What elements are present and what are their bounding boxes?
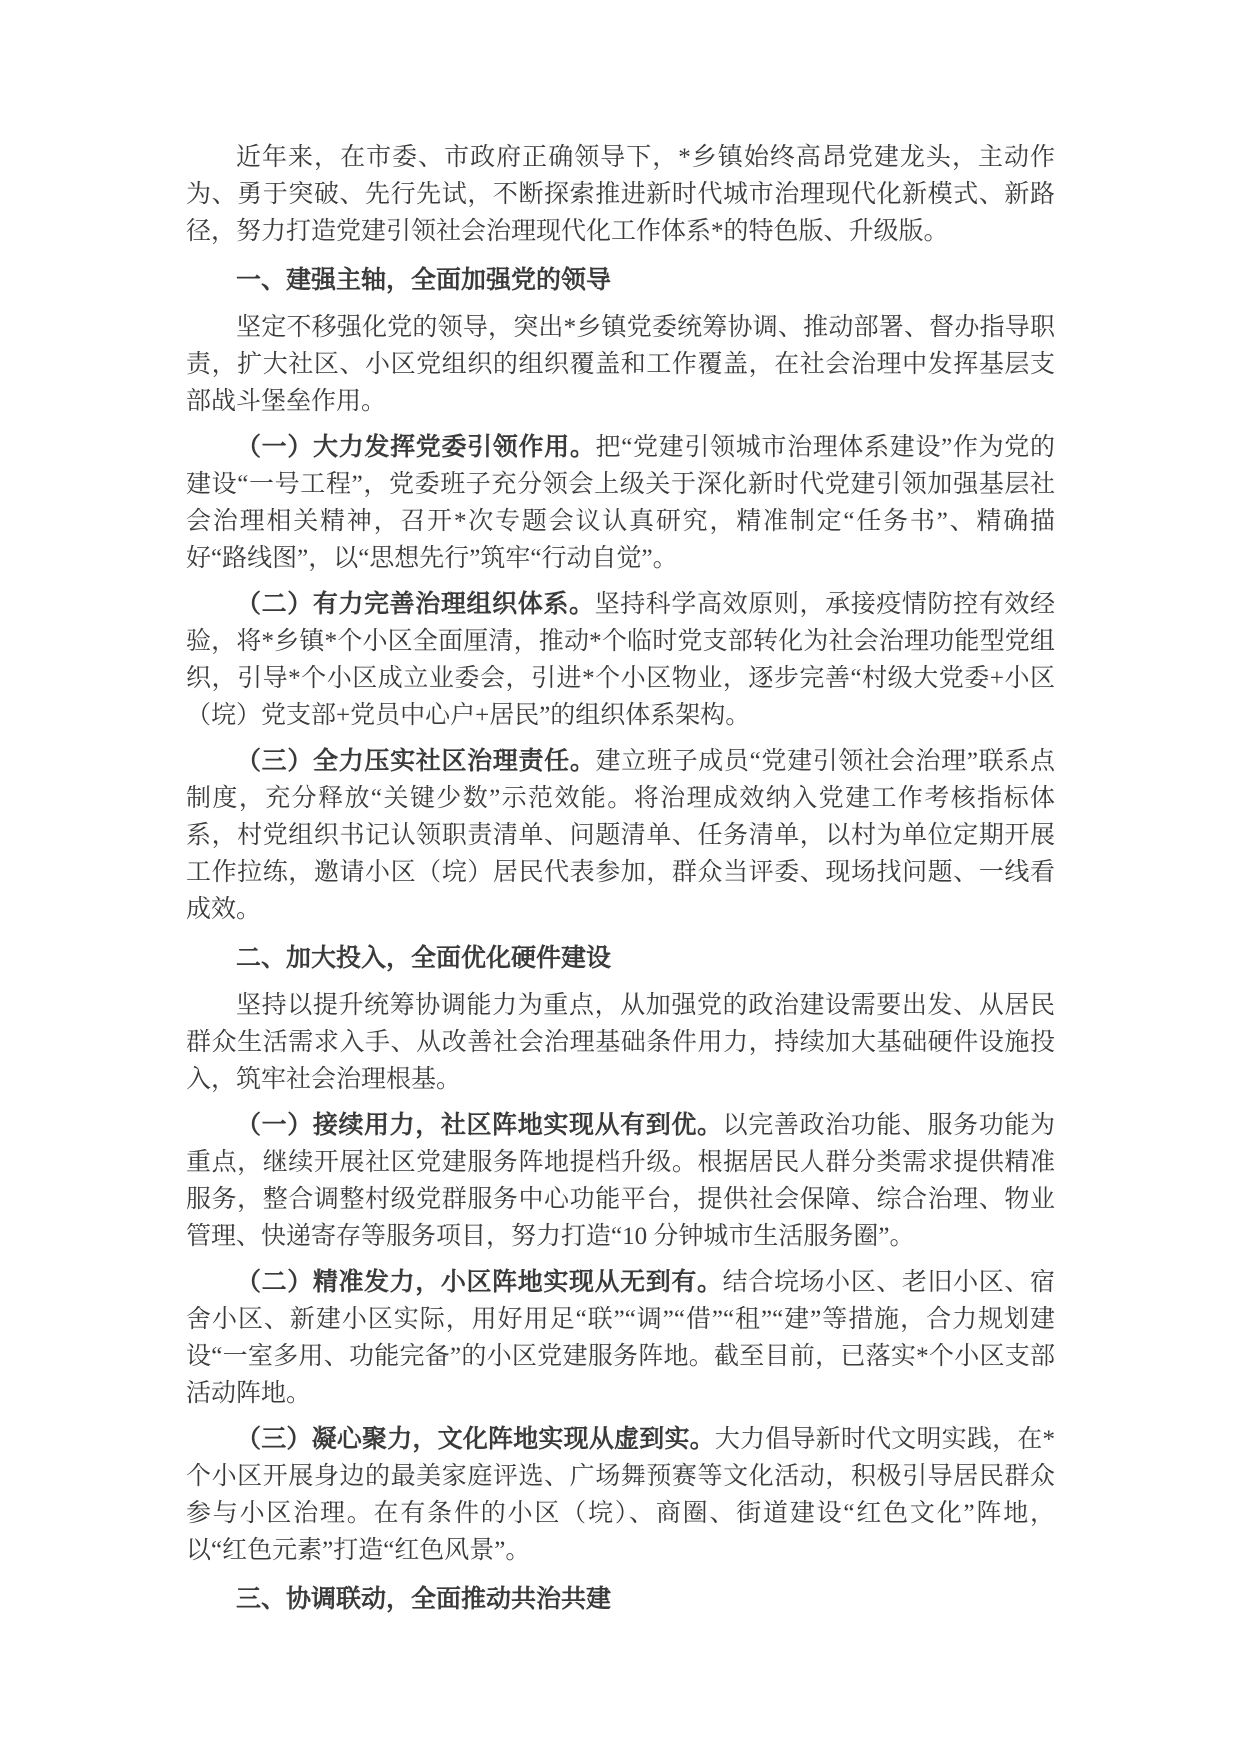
section1-sub2-text: 坚持科学高效原则，承接疫情防控有效经验，将*乡镇*个小区全面厘清，推动*个临时党支部转化为社会治理功能型党组织，引导*个小区成立业委会，引进*个小区物业，逐步完善“村级大党委+小区（垸）党支部+党员中心户+居民”的组织体系架构。 (186, 591, 1055, 729)
section1-sub1-paragraph (186, 429, 1055, 577)
section2-sub2-paragraph (186, 1264, 1055, 1412)
section1-sub1-lead: （一）大力发挥党委引领作用。 (236, 433, 596, 461)
section1-sub1-text: 把“党建引领城市治理体系建设”作为党的建设“一号工程”，党委班子充分领会上级关于深化新时代党建引领加强基层社会治理相关精神，召开*次专题会议认真研究，精准制定“任务书”、精确描好“路线图”，以“思想先行”筑牢“行动自觉”。 (186, 434, 1055, 572)
section1-sub3-paragraph (186, 743, 1055, 928)
section1-sub3-text: 建立班子成员“党建引领社会治理”联系点制度，充分释放“关键少数”示范效能。将治理成效纳入党建工作考核指标体系，村党组织书记认领职责清单、问题清单、任务清单，以村为单位定期开展工作拉练，邀请小区（垸）居民代表参加，群众当评委、现场找问题、一线看成效。 (186, 748, 1055, 923)
section2-sub3-text: 大力倡导新时代文明实践，在*个小区开展身边的最美家庭评选、广场舞预赛等文化活动，积极引导居民群众参与小区治理。在有条件的小区（垸）、商圈、街道建设“红色文化”阵地，以“红色元素”打造“红色风景”。 (186, 1426, 1055, 1564)
section1-intro-paragraph: 坚定不移强化党的领导，突出*乡镇党委统筹协调、推动部署、督办指导职责，扩大社区、小区党组织的组织覆盖和工作覆盖，在社会治理中发挥基层支部战斗堡垒作用。 (186, 314, 1055, 415)
intro-paragraph: 近年来，在市委、市政府正确领导下，*乡镇始终高昂党建龙头，主动作为、勇于突破、先行先试，不断探索推进新时代城市治理现代化新模式、新路径，努力打造党建引领社会治理现代化工作体系*的特色版、升级版。 (186, 144, 1055, 245)
section2-sub2-text: 结合垸场小区、老旧小区、宿舍小区、新建小区实际，用好用足“联”“调”“借”“租”“建”等措施，合力规划建设“一室多用、功能完备”的小区党建服务阵地。截至目前，已落实*个小区支部活动阵地。 (186, 1269, 1055, 1407)
section1-sub2-lead: （二）有力完善治理组织体系。 (236, 590, 595, 618)
section1-sub2-paragraph (186, 586, 1055, 734)
section-heading-2: 二、加大投入，全面优化硬件建设 (236, 944, 612, 972)
section2-sub1-lead: （一）接续用力，社区阵地实现从有到优。 (236, 1111, 723, 1139)
section2-sub1-paragraph (186, 1107, 1055, 1255)
section2-sub1-text: 以完善政治功能、服务功能为重点，继续开展社区党建服务阵地提档升级。根据居民人群分类需求提供精准服务，整合调整村级党群服务中心功能平台，提供社会保障、综合治理、物业管理、快递寄存等服务项目，努力打造“10 分钟城市生活服务圈”。 (186, 1112, 1055, 1250)
section1-sub3-lead: （三）全力压实社区治理责任。 (236, 747, 596, 775)
section2-sub3-lead: （三）凝心聚力，文化阵地实现从虚到实。 (236, 1425, 715, 1453)
section-heading-3: 三、协调联动，全面推动共治共建 (236, 1585, 612, 1613)
document-body (186, 139, 1055, 1618)
section2-intro-paragraph: 坚持以提升统筹协调能力为重点，从加强党的政治建设需要出发、从居民群众生活需求入手、从改善社会治理基础条件用力，持续加大基础硬件设施投入，筑牢社会治理根基。 (186, 992, 1055, 1093)
section2-sub3-paragraph (186, 1421, 1055, 1569)
section2-sub2-lead: （二）精准发力，小区阵地实现从无到有。 (236, 1268, 723, 1296)
section-heading-1: 一、建强主轴，全面加强党的领导 (236, 266, 612, 294)
